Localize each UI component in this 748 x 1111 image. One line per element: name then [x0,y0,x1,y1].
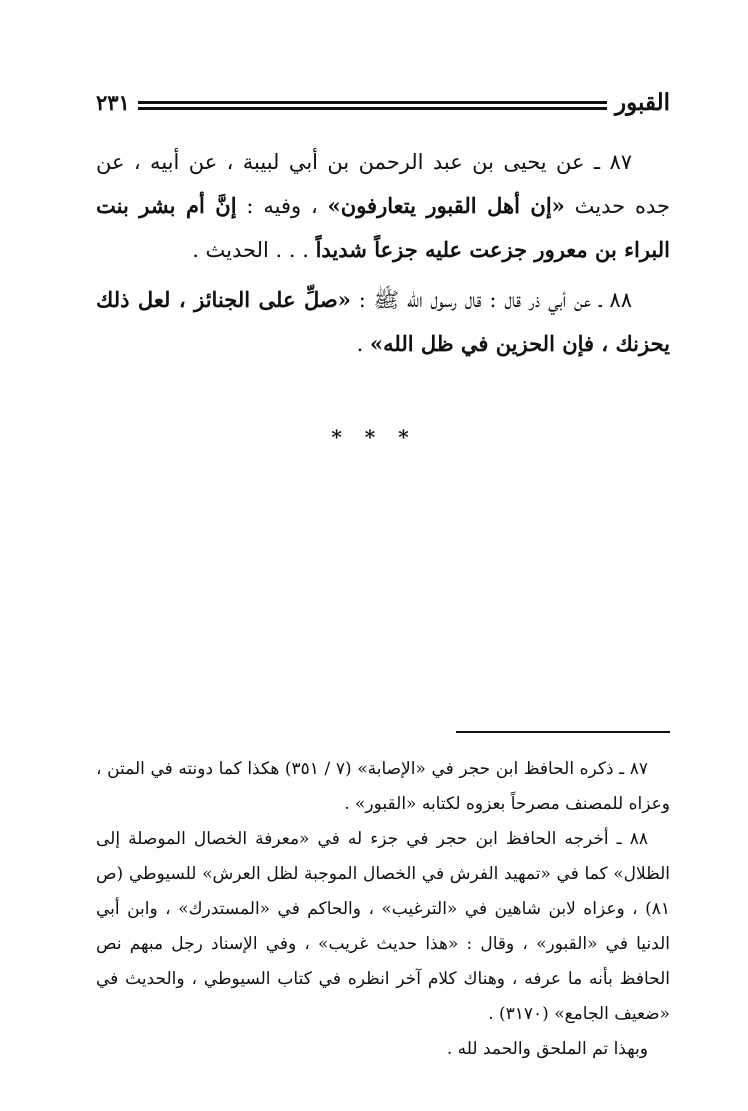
hadith-87-quote-2: إنَّ أم بشر بنت البراء بن معرور جزعت عليه جزعاً شديداً [96,193,670,262]
hadith-88-quote: «صلِّ على الجنائز ، لعل ذلك يحزنك ، فإن الحزين في ظل الله» [96,287,670,356]
footnotes [96,752,670,1067]
hadith-87-text-1: ٨٧ ـ عن يحيى بن عبد الرحمن بن أبي لبيبة ، عن أبيه ، عن جده حديث [96,150,670,218]
hadith-87-quote-1: «إن أهل القبور يتعارفون» [327,193,565,218]
hadith-87-text-3: . . . الحديث . [192,238,316,262]
section-separator: * * * [331,425,417,449]
footnote-rule [456,731,670,733]
hadith-88-text-1: ٨٨ ـ عن أبي ذر قال : قال رسول الله ﷺ : [350,288,632,312]
page-header [96,82,670,122]
hadith-87 [96,140,670,272]
footnote-87: ٨٧ ـ ذكره الحافظ ابن حجر في «الإصابة» (٧ / ٣٥١) هكذا كما دونته في المتن ، وعزاه للمصنف مصرحاً بعزوه لكتابه «القبور» . [96,759,670,814]
page-number: ٢٣١ [96,89,130,115]
hadith-87-text-2: ، وفيه : [236,194,328,218]
hadith-88 [96,278,670,366]
header-rule [138,101,607,110]
hadith-88-text-2: . [356,332,371,356]
running-title: القبور [615,88,670,116]
main-text [96,140,670,366]
footnote-88: ٨٨ ـ أخرجه الحافظ ابن حجر في جزء له في «معرفة الخصال الموصلة إلى الظلال» كما في «تمهيد الفرش في الخصال الموجبة لظل العرش» للسيوطي (ص ٨١) ، وعزاه لابن شاهين في «الترغيب» ، والحاكم في «المستدرك» ، وابن أبي الدنيا في «القبور» ، وقال : «هذا حديث غريب» ، وفي الإسناد رجل مبهم نص الحافظ بأنه ما عرفه ، وهناك كلام آخر انظره في كتاب السيوطي ، والحديث في «ضعيف الجامع» (٣١٧٠) . [96,829,670,1024]
closing-line: وبهذا تم الملحق والحمد لله . [446,1039,648,1059]
